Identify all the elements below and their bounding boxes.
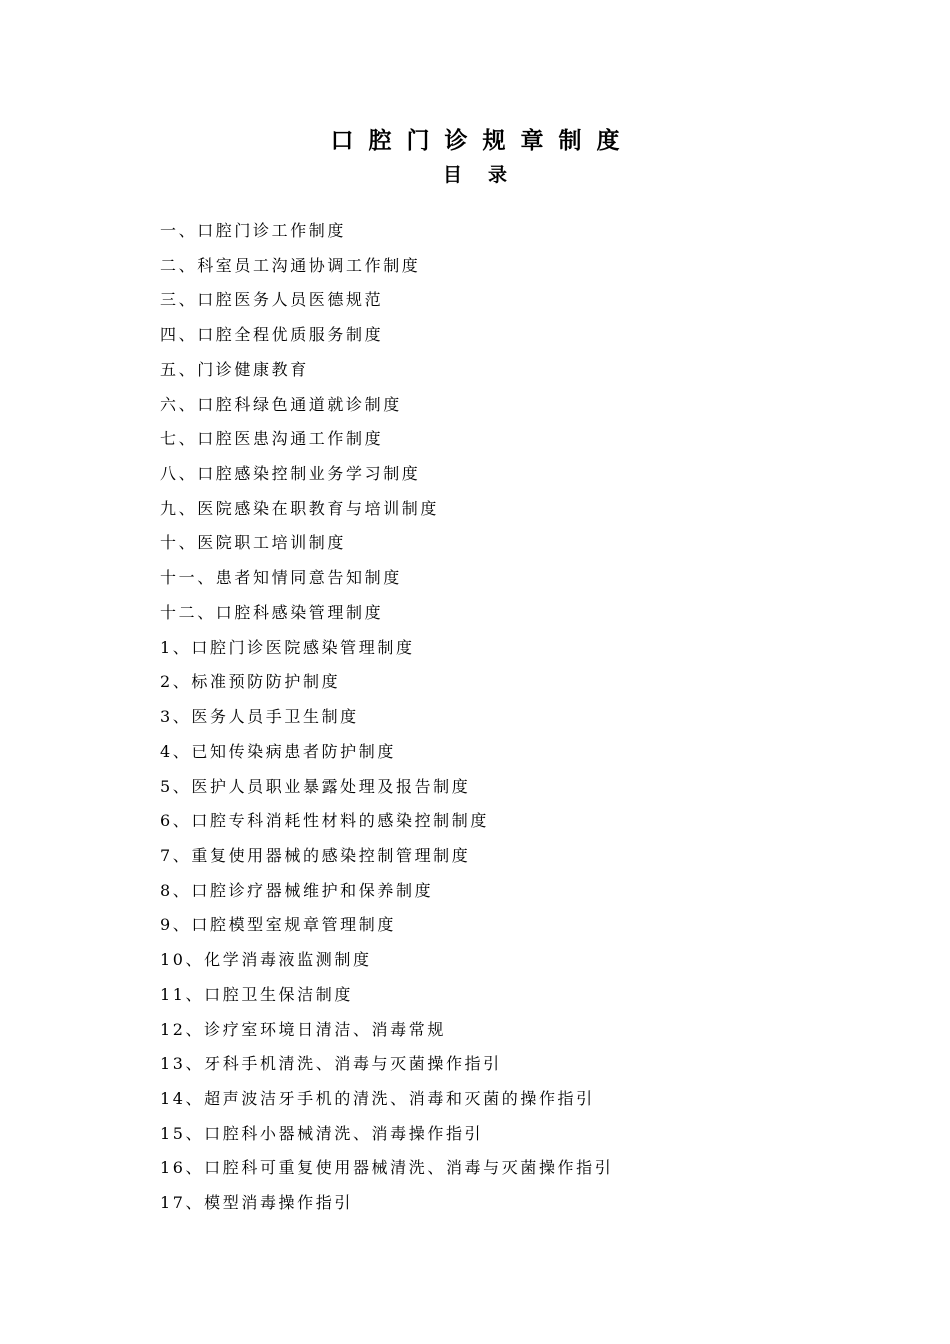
toc-item: 一、口腔门诊工作制度 [160, 221, 347, 240]
toc-item: 11、口腔卫生保洁制度 [160, 984, 353, 1004]
toc-item: 16、口腔科可重复使用器械清洗、消毒与灭菌操作指引 [160, 1158, 614, 1178]
toc-item: 六、口腔科绿色通道就诊制度 [160, 394, 402, 414]
toc-heading: 目录 [442, 164, 533, 186]
toc-item: 12、诊疗室环境日清洁、消毒常规 [160, 1019, 446, 1039]
toc-item: 13、牙科手机清洗、消毒与灭菌操作指引 [160, 1054, 502, 1074]
toc-item: 七、口腔医患沟通工作制度 [160, 429, 384, 449]
toc-item: 17、模型消毒操作指引 [160, 1193, 353, 1213]
toc-item: 十二、口腔科感染管理制度 [160, 602, 384, 622]
table-of-contents [160, 214, 613, 1221]
toc-item: 9、口腔模型室规章管理制度 [160, 915, 396, 935]
toc-item: 8、口腔诊疗器械维护和保养制度 [160, 880, 434, 900]
toc-item: 五、门诊健康教育 [160, 359, 309, 379]
toc-item: 4、已知传染病患者防护制度 [160, 741, 396, 761]
document-title: 口腔门诊规章制度 [330, 127, 635, 154]
toc-item: 十、医院职工培训制度 [160, 533, 347, 553]
toc-item: 九、医院感染在职教育与培训制度 [160, 498, 440, 518]
toc-item: 3、医务人员手卫生制度 [160, 707, 359, 727]
toc-item: 10、化学消毒液监测制度 [160, 950, 372, 970]
toc-item: 二、科室员工沟通协调工作制度 [160, 255, 421, 275]
toc-item: 三、口腔医务人员医德规范 [160, 290, 384, 310]
toc-item: 7、重复使用器械的感染控制管理制度 [160, 845, 471, 865]
toc-item: 四、口腔全程优质服务制度 [160, 325, 384, 345]
toc-item: 1、口腔门诊医院感染管理制度 [160, 637, 415, 657]
toc-item: 14、超声波洁牙手机的清洗、消毒和灭菌的操作指引 [160, 1088, 595, 1108]
toc-item: 6、口腔专科消耗性材料的感染控制制度 [160, 811, 489, 831]
toc-item: 2、标准预防防护制度 [160, 672, 341, 692]
toc-item: 5、医护人员职业暴露处理及报告制度 [160, 776, 471, 796]
toc-item: 十一、患者知情同意告知制度 [160, 568, 402, 588]
toc-item: 八、口腔感染控制业务学习制度 [160, 464, 421, 484]
toc-item: 15、口腔科小器械清洗、消毒操作指引 [160, 1123, 484, 1143]
